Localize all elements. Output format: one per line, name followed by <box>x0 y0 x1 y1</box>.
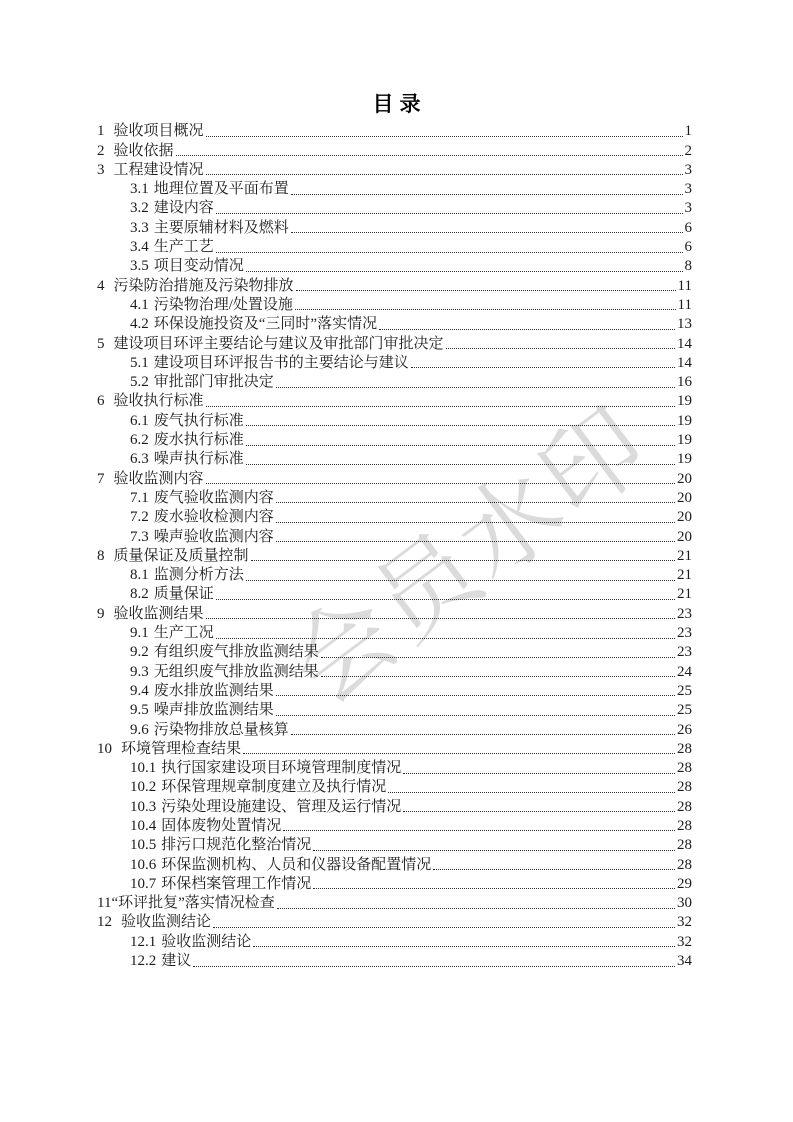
toc-entry-number: 12 <box>97 914 112 931</box>
dot-leader <box>283 830 675 831</box>
toc-entry[interactable] <box>97 372 692 391</box>
toc-entry-number: 10.6 <box>130 856 157 873</box>
dot-leader <box>206 618 675 619</box>
dot-leader <box>295 309 676 310</box>
toc-entry-label: 污染防治措施及污染物排放 <box>113 277 294 294</box>
toc-page-number: 28 <box>677 760 692 777</box>
toc-entry-label: 环保监测机构、人员和仪器设备配置情况 <box>161 856 432 873</box>
toc-entry-label: 污染物治理/处置设施 <box>153 296 293 313</box>
toc-entry[interactable] <box>97 661 692 680</box>
dot-leader <box>216 252 683 253</box>
toc-page-number: 6 <box>684 239 692 256</box>
toc-entry-number: 5 <box>97 335 105 352</box>
toc-entry-number: 12.2 <box>130 953 157 970</box>
toc-entry-label: 审批部门审批决定 <box>153 374 274 391</box>
toc-entry-number: 4 <box>97 277 105 294</box>
toc-page-number: 13 <box>677 316 692 333</box>
toc-page-number: 32 <box>677 933 692 950</box>
toc-entry-label: 环保档案管理工作情况 <box>161 875 312 892</box>
toc-entry-number: 3.1 <box>130 181 149 198</box>
toc-page-number: 34 <box>677 953 692 970</box>
toc-entry[interactable] <box>97 739 692 758</box>
toc-page-number: 21 <box>677 547 692 564</box>
toc-entry-number: 3 <box>97 161 105 178</box>
dot-leader <box>206 406 675 407</box>
toc-entry-label: 生产工艺 <box>153 239 214 256</box>
toc-entry-number: 9 <box>97 605 105 622</box>
toc-page-number: 21 <box>677 586 692 603</box>
toc-page-number: 28 <box>677 779 692 796</box>
toc-entry-number: 10.1 <box>130 760 157 777</box>
toc-page-number: 28 <box>677 837 692 854</box>
dot-leader <box>388 792 675 793</box>
dot-leader <box>321 657 675 658</box>
dot-leader <box>276 715 675 716</box>
toc-entry[interactable] <box>97 835 692 854</box>
page-title: 目录 <box>372 93 427 116</box>
toc-entry-number: 10.5 <box>130 837 157 854</box>
dot-leader <box>246 271 683 272</box>
toc-entry-number: 11 <box>97 895 112 912</box>
toc-page-number: 3 <box>684 161 692 178</box>
toc-entry[interactable] <box>97 410 692 429</box>
toc-page-number: 25 <box>677 702 692 719</box>
toc-list <box>97 121 692 970</box>
dot-leader <box>277 908 675 909</box>
toc-page-number: 14 <box>677 335 692 352</box>
toc-entry-label: 污染处理设施建设、管理及运行情况 <box>161 798 402 815</box>
toc-entry-label: 验收依据 <box>113 142 174 159</box>
toc-entry-number: 9.1 <box>130 625 149 642</box>
toc-page-number: 2 <box>684 142 692 159</box>
toc-entry-label: 监测分析方法 <box>153 567 244 584</box>
toc-entry-label: 建设项目环评报告书的主要结论与建议 <box>153 354 409 371</box>
dot-leader <box>276 387 675 388</box>
toc-entry[interactable] <box>97 874 692 893</box>
toc-page-number: 23 <box>677 625 692 642</box>
toc-entry[interactable] <box>97 179 692 198</box>
dot-leader <box>246 580 675 581</box>
toc-entry[interactable] <box>97 314 692 333</box>
toc-entry[interactable] <box>97 217 692 236</box>
toc-page-number: 32 <box>677 914 692 931</box>
toc-page-number: 25 <box>677 682 692 699</box>
toc-entry[interactable] <box>97 275 692 294</box>
toc-entry[interactable] <box>97 449 692 468</box>
toc-page-number: 3 <box>684 200 692 217</box>
dot-leader <box>206 136 683 137</box>
toc-entry[interactable] <box>97 623 692 642</box>
toc-entry-label: 验收监测内容 <box>113 470 204 487</box>
toc-entry-label: 工程建设情况 <box>113 161 204 178</box>
toc-entry-label: 建设项目环评主要结论与建议及审批部门审批决定 <box>113 335 444 352</box>
dot-leader <box>213 927 675 928</box>
toc-entry-label: 验收执行标准 <box>113 393 204 410</box>
toc-page-number: 26 <box>677 721 692 738</box>
toc-entry-label: 无组织废气排放监测结果 <box>153 663 319 680</box>
dot-leader <box>206 483 675 484</box>
toc-entry-label: 主要原辅材料及燃料 <box>153 219 289 236</box>
toc-entry[interactable] <box>97 565 692 584</box>
toc-entry-number: 3.3 <box>130 219 149 236</box>
toc-page-number: 6 <box>684 219 692 236</box>
dot-leader <box>291 232 683 233</box>
toc-entry-number: 10.3 <box>130 798 157 815</box>
toc-entry[interactable] <box>97 140 692 159</box>
dot-leader <box>276 695 675 696</box>
toc-entry-number: 7.3 <box>130 528 149 545</box>
dot-leader <box>313 888 675 889</box>
toc-page-number: 30 <box>677 895 692 912</box>
toc-page-number: 23 <box>677 605 692 622</box>
toc-entry-label: 环境管理检查结果 <box>121 740 242 757</box>
dot-leader <box>243 753 675 754</box>
toc-entry[interactable] <box>97 719 692 738</box>
dot-leader <box>446 348 675 349</box>
dot-leader <box>403 773 675 774</box>
toc-entry-label: 污染物排放总量核算 <box>153 721 289 738</box>
toc-entry-number: 10.7 <box>130 875 157 892</box>
dot-leader <box>206 174 683 175</box>
toc-page-number: 19 <box>677 412 692 429</box>
toc-page-number: 28 <box>677 798 692 815</box>
toc-entry[interactable] <box>97 256 692 275</box>
toc-entry-label: 废水执行标准 <box>153 432 244 449</box>
toc-entry-label: 废水验收检测内容 <box>153 509 274 526</box>
toc-entry[interactable] <box>97 603 692 622</box>
toc-entry-label: 验收项目概况 <box>113 123 204 140</box>
toc-entry-number: 9.2 <box>130 644 149 661</box>
toc-entry-label: 建设内容 <box>153 200 214 217</box>
dot-leader <box>276 502 675 503</box>
toc-page-number: 29 <box>677 875 692 892</box>
dot-leader <box>216 638 675 639</box>
toc-page-number: 19 <box>677 393 692 410</box>
watermark: 会员水印 <box>270 385 671 726</box>
toc-entry-number: 3.5 <box>130 258 149 275</box>
dot-leader <box>276 522 675 523</box>
toc-entry[interactable] <box>97 546 692 565</box>
dot-leader <box>313 850 675 851</box>
toc-entry[interactable] <box>97 488 692 507</box>
toc-page-number: 20 <box>677 528 692 545</box>
toc-entry-label: 环保设施投资及“三同时”落实情况 <box>153 316 378 333</box>
toc-entry-label: 验收监测结果 <box>113 605 204 622</box>
toc-entry-label: 废气验收监测内容 <box>153 489 274 506</box>
toc-page-number: 1 <box>684 123 692 140</box>
toc-page-number: 11 <box>677 296 692 313</box>
toc-entry-number: 10.2 <box>130 779 157 796</box>
toc-entry-number: 4.2 <box>130 316 149 333</box>
toc-entry-label: 固体废物处置情况 <box>161 817 282 834</box>
dot-leader <box>291 194 683 195</box>
toc-entry[interactable] <box>97 816 692 835</box>
toc-entry[interactable] <box>97 295 692 314</box>
toc-page-number: 11 <box>677 277 692 294</box>
toc-page-number: 19 <box>677 451 692 468</box>
toc-entry-number: 10.4 <box>130 817 157 834</box>
toc-entry[interactable] <box>97 931 692 950</box>
toc-entry-number: 6.3 <box>130 451 149 468</box>
dot-leader <box>379 329 675 330</box>
toc-page-number: 14 <box>677 354 692 371</box>
toc-entry[interactable] <box>97 121 692 140</box>
toc-page-number: 8 <box>684 258 692 275</box>
toc-entry-number: 6 <box>97 393 105 410</box>
toc-entry[interactable] <box>97 893 692 912</box>
dot-leader <box>246 425 675 426</box>
toc-entry[interactable] <box>97 430 692 449</box>
dot-leader <box>276 541 675 542</box>
toc-entry-number: 8.1 <box>130 567 149 584</box>
toc-entry-label: 执行国家建设项目环境管理制度情况 <box>161 760 402 777</box>
toc-entry-number: 9.6 <box>130 721 149 738</box>
toc-page-number: 16 <box>677 374 692 391</box>
dot-leader <box>433 869 675 870</box>
toc-entry-number: 7 <box>97 470 105 487</box>
toc-entry-label: 质量保证及质量控制 <box>113 547 249 564</box>
dot-leader <box>246 464 675 465</box>
toc-entry-label: 生产工况 <box>153 625 214 642</box>
toc-entry[interactable] <box>97 912 692 931</box>
toc-entry-number: 12.1 <box>130 933 157 950</box>
toc-page-number: 20 <box>677 470 692 487</box>
toc-entry[interactable] <box>97 681 692 700</box>
toc-entry-label: 废水排放监测结果 <box>153 682 274 699</box>
toc-entry[interactable] <box>97 951 692 970</box>
toc-page-number: 20 <box>677 489 692 506</box>
dot-leader <box>291 734 675 735</box>
toc-page-number: 28 <box>677 856 692 873</box>
toc-entry-label: 噪声验收监测内容 <box>153 528 274 545</box>
dot-leader <box>296 290 676 291</box>
toc-entry[interactable] <box>97 584 692 603</box>
toc-page-number: 3 <box>684 181 692 198</box>
dot-leader <box>321 676 675 677</box>
dot-leader <box>176 155 683 156</box>
dot-leader <box>253 946 675 947</box>
toc-entry[interactable] <box>97 642 692 661</box>
toc-entry-label: 环保管理规章制度建立及执行情况 <box>161 779 387 796</box>
dot-leader <box>411 367 675 368</box>
toc-entry-label: 地理位置及平面布置 <box>153 181 289 198</box>
toc-entry[interactable] <box>97 160 692 179</box>
toc-page-number: 28 <box>677 817 692 834</box>
toc-entry-label: “环评批复”落实情况检查 <box>111 895 275 912</box>
toc-page-number: 19 <box>677 432 692 449</box>
toc-entry[interactable] <box>97 237 692 256</box>
toc-entry-label: 质量保证 <box>153 586 214 603</box>
toc-entry-number: 3.2 <box>130 200 149 217</box>
toc-entry-number: 9.4 <box>130 682 149 699</box>
toc-entry[interactable] <box>97 526 692 545</box>
toc-page-number: 28 <box>677 740 692 757</box>
toc-entry-number: 8.2 <box>130 586 149 603</box>
toc-entry-label: 验收监测结论 <box>161 933 252 950</box>
toc-entry-label: 噪声排放监测结果 <box>153 702 274 719</box>
toc-entry-number: 8 <box>97 547 105 564</box>
toc-entry-number: 7.1 <box>130 489 149 506</box>
toc-entry-number: 9.3 <box>130 663 149 680</box>
toc-entry-number: 3.4 <box>130 239 149 256</box>
dot-leader <box>251 560 675 561</box>
dot-leader <box>216 599 675 600</box>
toc-entry-number: 10 <box>97 740 112 757</box>
toc-entry-label: 噪声执行标准 <box>153 451 244 468</box>
toc-entry-number: 5.2 <box>130 374 149 391</box>
toc-entry[interactable] <box>97 796 692 815</box>
toc-entry-number: 4.1 <box>130 296 149 313</box>
toc-entry[interactable] <box>97 758 692 777</box>
toc-entry-label: 项目变动情况 <box>153 258 244 275</box>
toc-entry[interactable] <box>97 353 692 372</box>
toc-entry[interactable] <box>97 777 692 796</box>
toc-entry-number: 9.5 <box>130 702 149 719</box>
toc-entry[interactable] <box>97 854 692 873</box>
toc-entry-number: 6.1 <box>130 412 149 429</box>
toc-entry[interactable] <box>97 700 692 719</box>
toc-page-number: 21 <box>677 567 692 584</box>
dot-leader <box>216 213 683 214</box>
toc-entry-label: 排污口规范化整治情况 <box>161 837 312 854</box>
toc-entry[interactable] <box>97 333 692 352</box>
toc-entry-label: 有组织废气排放监测结果 <box>153 644 319 661</box>
toc-entry-label: 废气执行标准 <box>153 412 244 429</box>
toc-entry-number: 5.1 <box>130 354 149 371</box>
dot-leader <box>193 966 675 967</box>
toc-entry-number: 1 <box>97 123 105 140</box>
toc-entry-number: 7.2 <box>130 509 149 526</box>
toc-page-number: 24 <box>677 663 692 680</box>
dot-leader <box>246 445 675 446</box>
dot-leader <box>403 811 675 812</box>
toc-entry-label: 建议 <box>161 953 192 970</box>
toc-entry[interactable] <box>97 391 692 410</box>
toc-entry-number: 2 <box>97 142 105 159</box>
toc-page-number: 23 <box>677 644 692 661</box>
toc-entry[interactable] <box>97 468 692 487</box>
toc-entry-number: 6.2 <box>130 432 149 449</box>
toc-page-number: 20 <box>677 509 692 526</box>
toc-entry[interactable] <box>97 198 692 217</box>
toc-entry-label: 验收监测结论 <box>121 914 212 931</box>
toc-entry[interactable] <box>97 507 692 526</box>
